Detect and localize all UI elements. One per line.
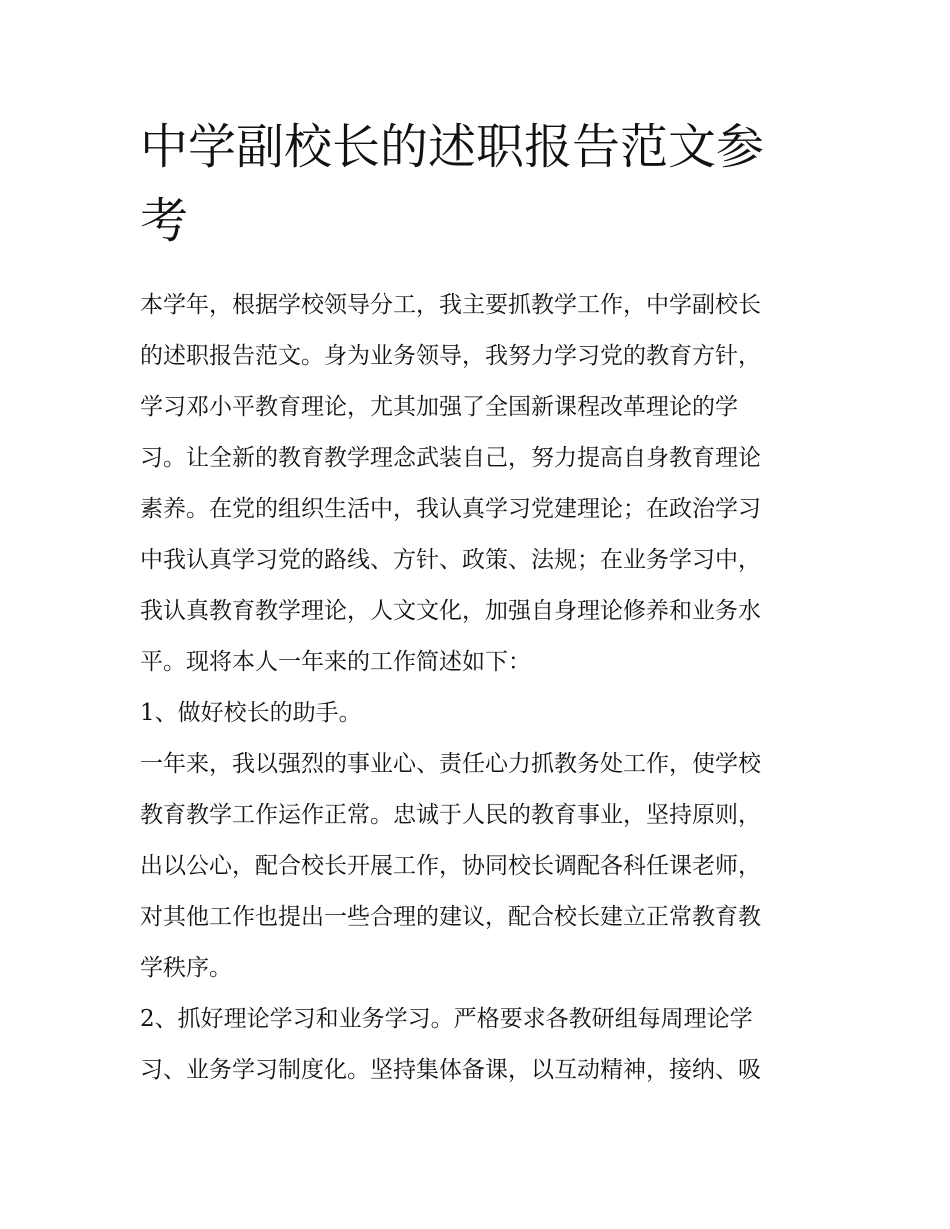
document-content (140, 110, 820, 1096)
text-line: 我认真教育教学理论，人文文化，加强自身理论修养和业务水 (140, 598, 761, 624)
text-line: 本学年，根据学校领导分工，我主要抓教学工作，中学副校长 (140, 292, 761, 318)
text-line: 1、做好校长的助手。 (140, 700, 362, 726)
text-line: 素养。在党的组织生活中，我认真学习党建理论；在政治学习 (140, 496, 761, 522)
document-title (140, 110, 820, 258)
paragraph-section-1 (140, 739, 820, 994)
section-heading-1 (140, 688, 820, 739)
text-line: 出以公心，配合校长开展工作，协同校长调配各科任课老师， (140, 853, 761, 879)
text-line: 学秩序。 (140, 955, 232, 981)
text-line: 习、业务学习制度化。坚持集体备课，以互动精神，接纳、吸 (140, 1057, 761, 1083)
text-line: 教育教学工作运作正常。忠诚于人民的教育事业，坚持原则， (140, 802, 761, 828)
text-line: 的述职报告范文。身为业务领导，我努力学习党的教育方针， (140, 343, 761, 369)
text-line: 2、抓好理论学习和业务学习。严格要求各教研组每周理论学 (140, 1006, 753, 1032)
paragraph-intro (140, 280, 820, 688)
text-line: 一年来，我以强烈的事业心、责任心力抓教务处工作，使学校 (140, 751, 761, 777)
title-line: 中学副校长的述职报告范文参 (140, 119, 765, 175)
paragraph-section-2 (140, 994, 820, 1096)
document-body (140, 280, 820, 1096)
text-line: 中我认真学习党的路线、方针、政策、法规；在业务学习中， (140, 547, 761, 573)
text-line: 习。让全新的教育教学理念武装自己，努力提高自身教育理论 (140, 445, 761, 471)
text-line: 对其他工作也提出一些合理的建议，配合校长建立正常教育教 (140, 904, 761, 930)
text-line: 学习邓小平教育理论，尤其加强了全国新课程改革理论的学 (140, 394, 738, 420)
title-line: 考 (140, 193, 189, 249)
text-line: 平。现将本人一年来的工作简述如下： (140, 649, 531, 675)
